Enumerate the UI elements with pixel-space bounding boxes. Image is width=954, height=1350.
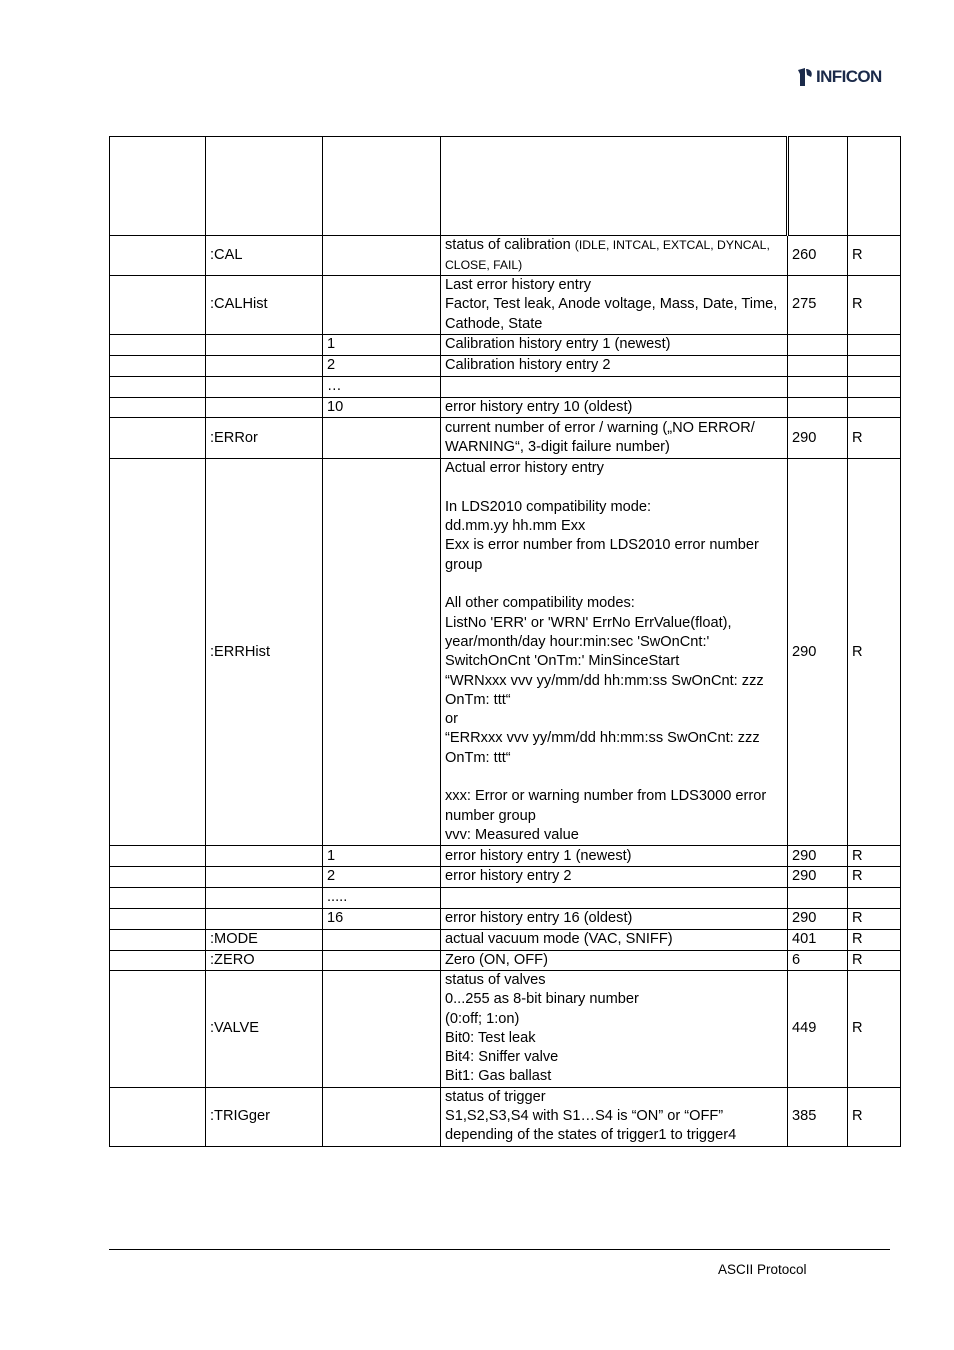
sub-index-cell: 2 (323, 356, 441, 377)
parameter-number-cell: 449 (788, 970, 848, 1087)
sub-index-cell: 1 (323, 335, 441, 356)
access-cell: R (848, 867, 901, 887)
parameter-number-cell: 401 (788, 929, 848, 950)
description-line: ListNo 'ERR' or 'WRN' ErrNo ErrValue(float), year/month/day hour:min:sec 'SwOnCnt:' SwitchOnCnt 'OnTm:' MinSinceStart (445, 614, 732, 670)
footer-divider (109, 1249, 890, 1250)
inficon-logo-text: INFICON (816, 67, 882, 86)
description-cell (441, 459, 788, 846)
table-row (110, 276, 901, 335)
description-cell (441, 236, 788, 276)
access-cell: R (848, 418, 901, 459)
group-cell (110, 970, 206, 1087)
description-line: Zero (ON, OFF) (445, 951, 548, 968)
parameter-number-cell (788, 335, 848, 356)
sub-index-cell: 16 (323, 908, 441, 929)
group-cell (110, 950, 206, 970)
description-cell (441, 908, 788, 929)
description-line: error history entry 2 (445, 868, 572, 885)
table-row (110, 377, 901, 398)
access-cell: R (848, 459, 901, 846)
description-line: All other compatibility modes: (445, 595, 635, 612)
group-cell (110, 1087, 206, 1146)
sub-index-cell: 1 (323, 846, 441, 867)
description-line: Exx is error number from LDS2010 error number group (445, 537, 759, 573)
access-cell: R (848, 950, 901, 970)
description-cell (441, 356, 788, 377)
sub-index-cell (323, 418, 441, 459)
group-cell (110, 418, 206, 459)
command-cell (206, 377, 323, 398)
description-cell (441, 929, 788, 950)
description-cell (441, 398, 788, 418)
sub-index-cell: … (323, 377, 441, 398)
access-cell: R (848, 236, 901, 276)
access-cell: R (848, 276, 901, 335)
description-line: error history entry 16 (oldest) (445, 909, 633, 926)
sub-index-cell (323, 459, 441, 846)
command-cell (206, 867, 323, 887)
description-line: dd.mm.yy hh.mm Exx (445, 518, 586, 535)
header-cell (848, 137, 901, 236)
table-row (110, 908, 901, 929)
table-row (110, 846, 901, 867)
description-line: Last error history entry (445, 277, 591, 294)
description-line (445, 768, 783, 787)
access-cell (848, 335, 901, 356)
command-cell: :CAL (206, 236, 323, 276)
parameter-number-cell: 290 (788, 908, 848, 929)
parameter-number-cell (788, 377, 848, 398)
table-row (110, 236, 901, 276)
sub-index-cell: ..... (323, 887, 441, 908)
parameter-number-cell: 290 (788, 459, 848, 846)
table-row (110, 335, 901, 356)
command-table-body (110, 137, 901, 1147)
group-cell (110, 908, 206, 929)
description-line (445, 888, 783, 907)
group-cell (110, 846, 206, 867)
description-options: (IDLE, INTCAL, EXTCAL, DYNCAL, CLOSE, FAIL) (445, 238, 770, 272)
access-cell: R (848, 970, 901, 1087)
description-cell (441, 846, 788, 867)
command-cell (206, 398, 323, 418)
command-cell: :MODE (206, 929, 323, 950)
table-row (110, 887, 901, 908)
parameter-number-cell: 290 (788, 846, 848, 867)
sub-index-cell (323, 929, 441, 950)
inficon-logo (794, 66, 882, 88)
group-cell (110, 335, 206, 356)
header-cell (323, 137, 441, 236)
description-cell (441, 276, 788, 335)
parameter-number-cell (788, 398, 848, 418)
sub-index-cell: 10 (323, 398, 441, 418)
group-cell (110, 867, 206, 887)
description-cell (441, 1087, 788, 1146)
command-table (109, 136, 901, 1147)
group-cell (110, 459, 206, 846)
description-line: “WRNxxx vvv yy/mm/dd hh:mm:ss SwOnCnt: zzz OnTm: ttt“ (445, 672, 764, 708)
access-cell: R (848, 1087, 901, 1146)
description-line: Calibration history entry 2 (445, 357, 611, 374)
parameter-number-cell: 260 (788, 236, 848, 276)
header-cell (788, 137, 848, 236)
command-cell: :TRIGger (206, 1087, 323, 1146)
parameter-number-cell: 290 (788, 418, 848, 459)
description-line (445, 377, 783, 396)
parameter-number-cell: 385 (788, 1087, 848, 1146)
description-line (445, 575, 783, 594)
access-cell: R (848, 908, 901, 929)
description-line: status of valves (445, 971, 546, 988)
table-row (110, 950, 901, 970)
description-line: vvv: Measured value (445, 826, 579, 843)
description-line: Bit4: Sniffer valve (445, 1049, 559, 1066)
footer-section-title: ASCII Protocol (718, 1262, 807, 1277)
description-line: or (445, 711, 458, 728)
sub-index-cell (323, 970, 441, 1087)
description-text: status of calibration (445, 237, 575, 254)
description-line: Bit1: Gas ballast (445, 1068, 552, 1085)
inficon-logo-mark-icon (794, 66, 814, 88)
description-line: current number of error / warning („NO ERROR/ WARNING“, 3-digit failure number) (445, 420, 755, 456)
command-cell (206, 335, 323, 356)
group-cell (110, 236, 206, 276)
description-line: In LDS2010 compatibility mode: (445, 498, 652, 515)
description-cell (441, 970, 788, 1087)
header-cell (441, 137, 788, 236)
description-cell (441, 887, 788, 908)
sub-index-cell (323, 1087, 441, 1146)
group-cell (110, 887, 206, 908)
description-line: xxx: Error or warning number from LDS3000 error number group (445, 788, 767, 824)
header-cell (206, 137, 323, 236)
parameter-number-cell: 290 (788, 867, 848, 887)
table-row (110, 418, 901, 459)
table-row (110, 1087, 901, 1146)
command-cell (206, 887, 323, 908)
parameter-number-cell (788, 887, 848, 908)
access-cell: R (848, 846, 901, 867)
description-line: Calibration history entry 1 (newest) (445, 336, 671, 353)
table-row (110, 970, 901, 1087)
description-line: Bit0: Test leak (445, 1029, 536, 1046)
parameter-number-cell: 6 (788, 950, 848, 970)
parameter-number-cell: 275 (788, 276, 848, 335)
description-line: “ERRxxx vvv yy/mm/dd hh:mm:ss SwOnCnt: zzz OnTm: ttt“ (445, 730, 760, 766)
access-cell (848, 377, 901, 398)
description-line: Actual error history entry (445, 460, 604, 477)
sub-index-cell (323, 950, 441, 970)
group-cell (110, 398, 206, 418)
table-row (110, 929, 901, 950)
table-row (110, 398, 901, 418)
command-cell: :ZERO (206, 950, 323, 970)
description-cell (441, 335, 788, 356)
description-cell (441, 418, 788, 459)
group-cell (110, 356, 206, 377)
parameter-number-cell (788, 356, 848, 377)
table-row (110, 867, 901, 887)
sub-index-cell (323, 276, 441, 335)
description-line: status of trigger (445, 1088, 546, 1105)
description-cell (441, 377, 788, 398)
command-cell: :ERRor (206, 418, 323, 459)
group-cell (110, 929, 206, 950)
description-line: error history entry 1 (newest) (445, 847, 632, 864)
access-cell (848, 356, 901, 377)
description-cell (441, 950, 788, 970)
access-cell (848, 398, 901, 418)
table-row (110, 459, 901, 846)
description-line: Factor, Test leak, Anode voltage, Mass, Date, Time, Cathode, State (445, 296, 778, 332)
description-line: 0...255 as 8-bit binary number (445, 991, 639, 1008)
command-cell: :CALHist (206, 276, 323, 335)
description-line (445, 479, 783, 498)
header-cell (110, 137, 206, 236)
group-cell (110, 377, 206, 398)
command-cell (206, 846, 323, 867)
command-cell (206, 908, 323, 929)
command-cell: :VALVE (206, 970, 323, 1087)
sub-index-cell: 2 (323, 867, 441, 887)
description-line: error history entry 10 (oldest) (445, 399, 633, 415)
table-row (110, 356, 901, 377)
description-cell (441, 867, 788, 887)
access-cell: R (848, 929, 901, 950)
access-cell (848, 887, 901, 908)
command-cell: :ERRHist (206, 459, 323, 846)
table-header-row (110, 137, 901, 236)
command-cell (206, 356, 323, 377)
description-line: actual vacuum mode (VAC, SNIFF) (445, 930, 673, 947)
group-cell (110, 276, 206, 335)
sub-index-cell (323, 236, 441, 276)
description-line: (0:off; 1:on) (445, 1010, 520, 1027)
description-line: S1,S2,S3,S4 with S1…S4 is “ON” or “OFF” depending of the states of trigger1 to trigger4 (445, 1108, 737, 1144)
